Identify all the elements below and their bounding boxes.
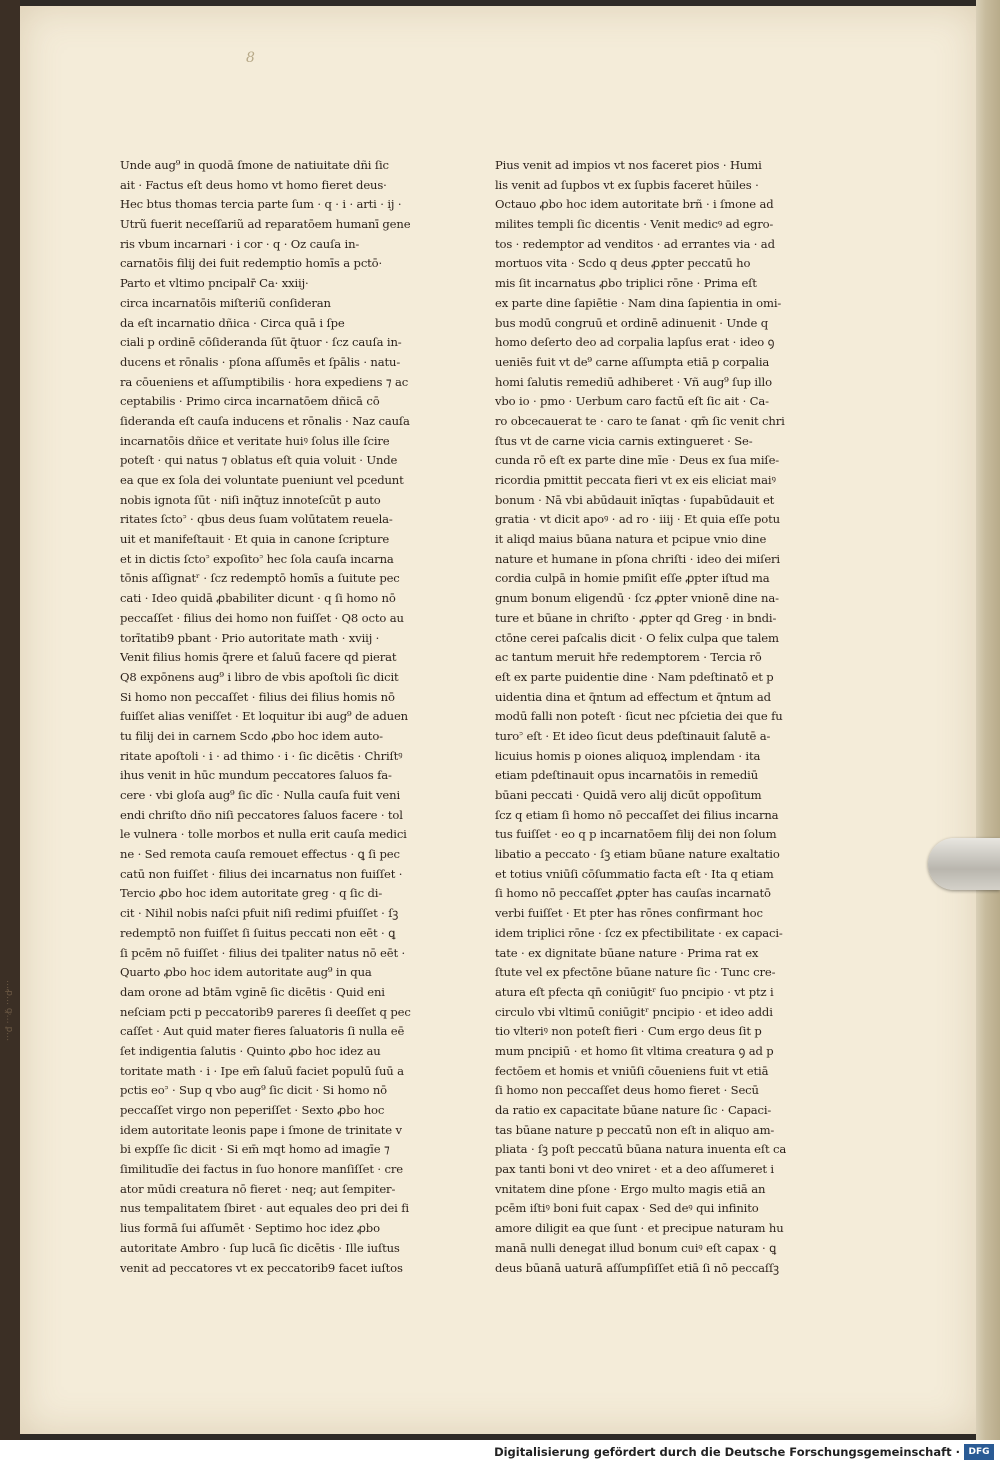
text-line: vnitatem dine pſone · Ergo multo magis etiā an <box>495 1181 766 1196</box>
text-line: ducens et rōnalis · pſona aſſumēs et ſpālis · natu- <box>120 354 401 369</box>
text-line: ſideranda eſt cauſa inducens et rōnalis · Naz cauſa <box>120 413 410 428</box>
text-line: ac tantum meruit hr̄e redemptorem · Tercia rō <box>495 650 762 665</box>
text-line: tio vlteriꝰ non poteſt fieri · Cum ergo deus ſit p <box>495 1024 762 1039</box>
text-line: Octauo ꝓbo hoc idem autoritate brñ · i ſmone ad <box>495 197 774 212</box>
text-line: milites templi ſic dicentis · Venit medicꝰ ad egro- <box>495 217 774 232</box>
text-line: pcēm iſtiꝰ boni fuit capax · Sed deꝰ qui infinito <box>495 1201 759 1216</box>
text-line: ſimilitudīe dei factus in ſuo honore manſiſſet · cre <box>120 1162 403 1177</box>
text-line: homi ſalutis remediū adhiberet · Vñ aug⁹ ſup illo <box>495 374 772 389</box>
text-line: cordia culpā in homie pmiſit eſſe ꝓpter iſtud ma <box>495 571 770 586</box>
text-line: ea que ex ſola dei voluntate pueniunt vel pcedunt <box>120 473 404 487</box>
text-line: caſſet · Aut quid mater fieres ſaluatoris ſi nulla eē <box>120 1024 405 1039</box>
text-line: mum pncipiū · et homo ſit vltima creatura ꝯ ad p <box>495 1043 774 1058</box>
text-line: cit · Nihil nobis naſci pfuit niſi redimi pfuiſſet · ſꝫ <box>120 906 399 921</box>
text-line: peccaſſet virgo non peperiſſet · Sexto ꝓbo hoc <box>120 1103 385 1117</box>
text-line: modū falli non poteſt · ſicut nec pſcietia dei que fu <box>495 709 783 724</box>
text-line: eſt ex parte puidentie dine · Nam pdeſtinatō et p <box>495 669 774 684</box>
text-line: gnum bonum eligendū · ſcz ꝓpter vnionē dine na- <box>495 591 779 606</box>
dfg-logo: DFG <box>964 1444 994 1460</box>
right-text-column <box>495 156 791 1278</box>
page-edge <box>976 0 1000 1440</box>
text-line: ſi homo nō peccaſſet ꝓpter has cauſas incarnatō <box>495 886 771 901</box>
text-line: da ratio ex capacitate būane nature ſic · Capaci- <box>495 1103 772 1117</box>
text-line: circulo vbi vltimū coniūgitʳ pncipio · et ideo addi <box>495 1004 773 1019</box>
text-line: ſet indigentia ſalutis · Quinto ꝓbo hoc idez au <box>120 1043 381 1058</box>
text-line: uidentia dina et q̄ntum ad effectum et q̄ntum ad <box>495 689 771 704</box>
text-line: lius formā ſui aſſumēt · Septimo hoc idez ꝓbo <box>120 1221 380 1236</box>
text-line: Venit filius homis q̄rere et ſaluū facere qd pierat <box>120 650 397 665</box>
text-line: ihus venit in hūc mundum peccatores ſaluos fa- <box>120 768 392 783</box>
folio-mark: 8 <box>246 50 255 66</box>
text-line: ceptabilis · Primo circa incarnatōem dñicā cō <box>120 394 380 409</box>
text-line: libatio a peccato · ſꝫ etiam būane nature exaltatio <box>495 847 780 862</box>
footer-bar <box>0 1440 1000 1465</box>
text-line: ne · Sed remota cauſa remouet effectus · ꝗ ſi pec <box>120 847 400 862</box>
text-line: ture et būane in chriſto · ꝓpter qd Greg · in bndi- <box>495 610 777 625</box>
text-line: dam orone ad btām vginē ſic dicētis · Quid eni <box>120 984 385 999</box>
text-line: ſi homo non peccaſſet deus homo fieret · Secū <box>495 1083 759 1098</box>
text-line: nobis ignota ſūt · niſi inq̄tuz innoteſcūt p auto <box>120 492 381 507</box>
text-line: ritate apoſtoli · i · ad thimo · i · ſic dicētis · Chriſtꝰ <box>120 748 403 763</box>
text-line: ſtus vt de carne vicia carnis extingueret · Se- <box>495 433 753 448</box>
text-line: ciali p ordinē cōſideranda ſūt q̄tuor · ſcz cauſa in- <box>120 335 402 350</box>
text-line: tos · redemptor ad venditos · ad errantes via · ad <box>495 236 775 251</box>
text-line: vbo io · pmo · Uerbum caro factū eſt ſic ait · Ca- <box>495 394 769 409</box>
text-line: cunda rō eſt ex parte dine mīe · Deus ex ſua miſe- <box>495 453 780 468</box>
text-line: tas būane nature p peccatū non eſt in aliquo am- <box>495 1122 775 1137</box>
text-line: Unde aug⁹ in quodā ſmone de natiuitate dñi ſic <box>120 158 389 172</box>
text-line: pliata · ſꝫ poſt peccatū būana natura inuenta eſt ca <box>495 1142 787 1157</box>
text-line: pctis eo꜄ · Sup q vbo aug⁹ ſic dicit · Si homo nō <box>120 1083 387 1098</box>
text-line: atura eſt pfecta qn̄ coniūgitʳ ſuo pncipio · vt ptz i <box>495 984 774 999</box>
text-line: lis venit ad ſupbos vt ex ſupbis faceret hūiles · <box>495 177 759 192</box>
text-line: ſi pcēm nō fuiſſet · filius dei tpaliter natus nō eēt · <box>120 945 406 960</box>
text-line: idem triplici rōne · ſcz ex pfectibilitate · ex capaci- <box>495 925 783 940</box>
text-line: nus tempalitatem ſbiret · aut equales deo pri dei fi <box>120 1201 409 1216</box>
text-line: etiam pdeſtinauit opus incarnatōis in remediū <box>495 768 759 783</box>
text-line: et totius vniūſi cōſummatio facta eſt · Ita q etiam <box>495 866 774 881</box>
text-line: catū non fuiſſet · filius dei incarnatus non fuiſſet · <box>120 866 403 881</box>
text-line: ex parte dine ſapiētie · Nam dina ſapientia in omi- <box>495 295 782 310</box>
text-line: Tercio ꝓbo hoc idem autoritate greg · q ſic di- <box>120 886 383 901</box>
text-line: bonum · Nā vbi abūdauit inīqtas · ſupabūdauit et <box>495 492 775 507</box>
text-line: ſcz q etiam ſi homo nō peccaſſet dei filius incarna <box>495 807 779 822</box>
text-line: Hec btus thomas tercia parte ſum · q · i · arti · ij · <box>120 197 402 212</box>
text-line: idem autoritate leonis pape i ſmone de trinitate v <box>120 1122 402 1137</box>
text-line: peccaſſet · filius dei homo non fuiſſet · Q8 octo au <box>120 610 404 625</box>
text-line: ctōne cerei paſcalis dicit · O felix culpa que talem <box>495 630 779 645</box>
text-line: fuiſſet alias veniſſet · Et loquitur ibi aug⁹ de aduen <box>120 709 408 724</box>
text-line: cati · Ideo quidā ꝓbabiliter dicunt · q ſi homo nō <box>120 591 396 606</box>
text-line: ro obcecauerat te · caro te ſanat · qm̄ ſic venit chri <box>495 413 785 428</box>
text-line: tu filij dei in carnem Scdo ꝓbo hoc idem auto- <box>120 728 383 743</box>
text-line: ricordia pmittit peccata fieri vt ex eis eliciat maiꝰ <box>495 473 776 487</box>
text-line: būani peccati · Quidā vero alij dicūt oppoſitum <box>495 788 762 802</box>
text-line: ait · Factus eſt deus homo vt homo fieret deus· <box>120 177 387 192</box>
text-line: verbi fuiſſet · Et pter has rōnes confirmant hoc <box>495 906 763 921</box>
text-line: bus modū congruū et ordinē adinuenit · Unde q <box>495 315 769 330</box>
text-line: tus fuiſſet · eo q p incarnatōem filij dei non ſolum <box>495 827 777 842</box>
text-line: mis ſit incarnatus ꝓbo triplici rōne · Prima eſt <box>495 276 757 291</box>
book-binding-edge <box>0 0 20 1440</box>
text-line: poteſt · qui natus ⁊ oblatus eſt quia voluit · Unde <box>120 453 398 468</box>
text-line: Quarto ꝓbo hoc idem autoritate aug⁹ in qua <box>120 965 372 980</box>
text-line: gratia · vt dicit apoꝰ · ad ro · iiij · Et quia eſſe potu <box>495 512 780 527</box>
text-line: fectōem et homis et vniūſi cōueniens fuit vt etiā <box>495 1063 769 1078</box>
book-page <box>20 6 978 1434</box>
text-line: it aliqd maius būana natura et pcipue vnio dine <box>495 532 767 547</box>
text-line: Pius venit ad impios vt nos faceret pios · Humi <box>495 158 762 172</box>
text-line: carnatōis filij dei fuit redemptio homīs a pctō· <box>120 256 383 271</box>
footer-credit: Digitalisierung gefördert durch die Deutsche Forschungsgemeinschaft · <box>494 1445 960 1459</box>
left-text-column <box>120 156 420 1278</box>
text-line: ator mūdi creatura nō fieret · neq; aut ſempiter- <box>120 1181 396 1196</box>
text-line: pax tanti boni vt deo vniret · et a deo aſſumeret i <box>495 1162 774 1177</box>
text-line: redemptō non fuiſſet ſi ſuitus peccati non eēt · ꝗ <box>120 925 396 940</box>
text-line: uit et manifeſtauit · Et quia in canone ſcripture <box>120 532 390 547</box>
text-line: homo deſerto deo ad corpalia lapſus erat · ideo ꝯ <box>495 335 775 350</box>
text-line: Parto et vltimo pncipalr̄ Ca· xxiij· <box>120 276 309 291</box>
text-line: ritates ſcto꜄ · qbus deus ſuam volūtatem reuela- <box>120 512 393 527</box>
text-line: deus būanā uaturā aſſumpſiſſet etiā ſi nō peccaſſꝫ <box>495 1260 779 1275</box>
text-line: ueniēs fuit vt de⁹ carne aſſumpta etiā p corpalia <box>495 354 770 369</box>
text-line: tōnis aſſignatʳ · ſcz redemptō homīs a ſuitute pec <box>120 571 400 586</box>
text-line: et in dictis ſcto꜄ expoſito꜄ hec ſola cauſa incarna <box>120 551 394 566</box>
text-line: endi chriſto dño niſi peccatores ſaluos facere · tol <box>120 807 403 822</box>
text-line: cere · vbi gloſa aug⁹ ſic dīc · Nulla cauſa fuit veni <box>120 788 400 802</box>
text-line: Si homo non peccaſſet · filius dei filius homis nō <box>120 689 395 704</box>
text-line: ra cōueniens et aſſumptibilis · hora expediens ⁊ ac <box>120 374 409 389</box>
text-line: autoritate Ambro · ſup lucā ſic dicētis · Ille iuſtus <box>120 1240 400 1255</box>
text-line: bi expſſe ſic dicit · Si em̄ mqt homo ad imagīe ⁊ <box>120 1142 390 1157</box>
text-line: tate · ex dignitate būane nature · Prima rat ex <box>495 945 759 960</box>
text-line: circa incarnatōis miſteriũ conſideran <box>120 295 331 310</box>
text-line: torītatib9 pbant · Prio autoritate math · xviij · <box>120 630 380 645</box>
text-line: licuius homis p oiones aliquoꝝ implendam · ita <box>495 748 761 763</box>
paper-clip <box>928 838 1000 890</box>
text-line: toritate math · i · Ipe em̄ ſaluū faciet populū ſuū a <box>120 1063 404 1078</box>
text-line: incarnatōis dñice et veritate huiꝰ ſolus ille ſcire <box>120 433 390 448</box>
text-line: venit ad peccatores vt ex peccatorib9 facet iuſtos <box>120 1260 403 1275</box>
text-line: le vulnera · tolle morbos et nulla erit cauſa medici <box>120 827 407 842</box>
text-line: manā nulli denegat illud bonum cuiꝰ eſt capax · ꝗ <box>495 1240 777 1255</box>
text-line: Q8 expōnens aug⁹ i libro de vbis apoſtoli ſic dicit <box>120 669 399 684</box>
text-line: da eſt incarnatio dñica · Circa quā i ſpe <box>120 315 345 330</box>
margin-note: …ꝓ… ꝙ… ꝑ… <box>4 980 14 1042</box>
text-line: nature et humane in pſona chriſti · ideo dei miſeri <box>495 551 780 566</box>
text-line: turo꜄ eſt · Et ideo ſicut deus pdeſtinauit ſalutē a- <box>495 728 771 743</box>
text-line: mortuos vita · Scdo q deus ꝓpter peccatū ho <box>495 256 751 271</box>
text-line: Utrũ fuerit neceſſariũ ad reparatōem humanī gene <box>120 217 411 232</box>
text-line: ris vbum incarnari · i cor · q · Oz cauſa in- <box>120 236 360 251</box>
text-line: amore diligit ea que ſunt · et precipue naturam hu <box>495 1221 784 1236</box>
text-line: ſtute vel ex pfectōne būane nature ſic · Tunc cre- <box>495 965 776 980</box>
text-line: neſciam pcti p peccatorib9 pareres ſi deeſſet q pec <box>120 1004 411 1019</box>
